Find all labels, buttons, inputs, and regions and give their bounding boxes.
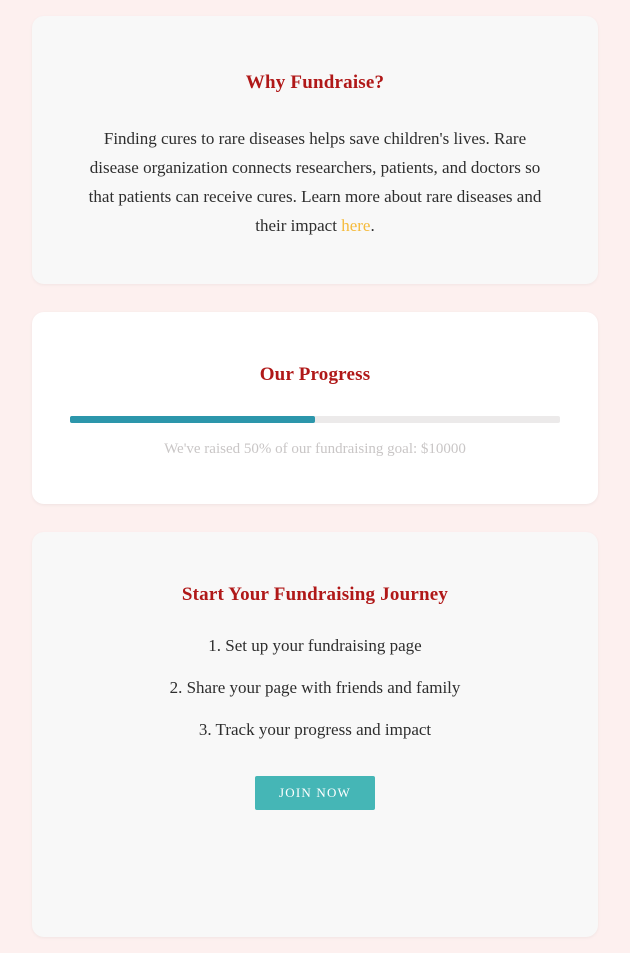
learn-more-link[interactable]: here xyxy=(341,216,371,235)
join-now-button[interactable]: JOIN NOW xyxy=(255,776,375,810)
start-journey-title: Start Your Fundraising Journey xyxy=(181,584,449,605)
cta-container xyxy=(70,776,560,810)
our-progress-card xyxy=(32,312,598,504)
progress-bar-track xyxy=(70,416,560,423)
list-item: 1. Set up your fundraising page xyxy=(208,636,422,655)
why-body-text-after-link: . xyxy=(370,216,375,235)
why-body-text-before-link: Finding cures to rare diseases helps save children's lives. Rare disease organization connects researchers, patients, and doctors so that patients can receive cures. Learn more about rare diseases and their impact xyxy=(88,129,542,235)
progress-caption: We've raised 50% of our fundraising goal: $10000 xyxy=(164,441,466,457)
start-journey-card xyxy=(32,532,598,937)
our-progress-title: Our Progress xyxy=(259,364,371,385)
journey-steps-list xyxy=(70,636,560,740)
why-fundraise-card xyxy=(32,16,598,284)
why-fundraise-body xyxy=(80,124,550,240)
why-fundraise-title: Why Fundraise? xyxy=(245,72,385,93)
progress-bar-fill xyxy=(70,416,315,423)
list-item: 2. Share your page with friends and family xyxy=(169,678,461,697)
list-item: 3. Track your progress and impact xyxy=(198,720,432,739)
